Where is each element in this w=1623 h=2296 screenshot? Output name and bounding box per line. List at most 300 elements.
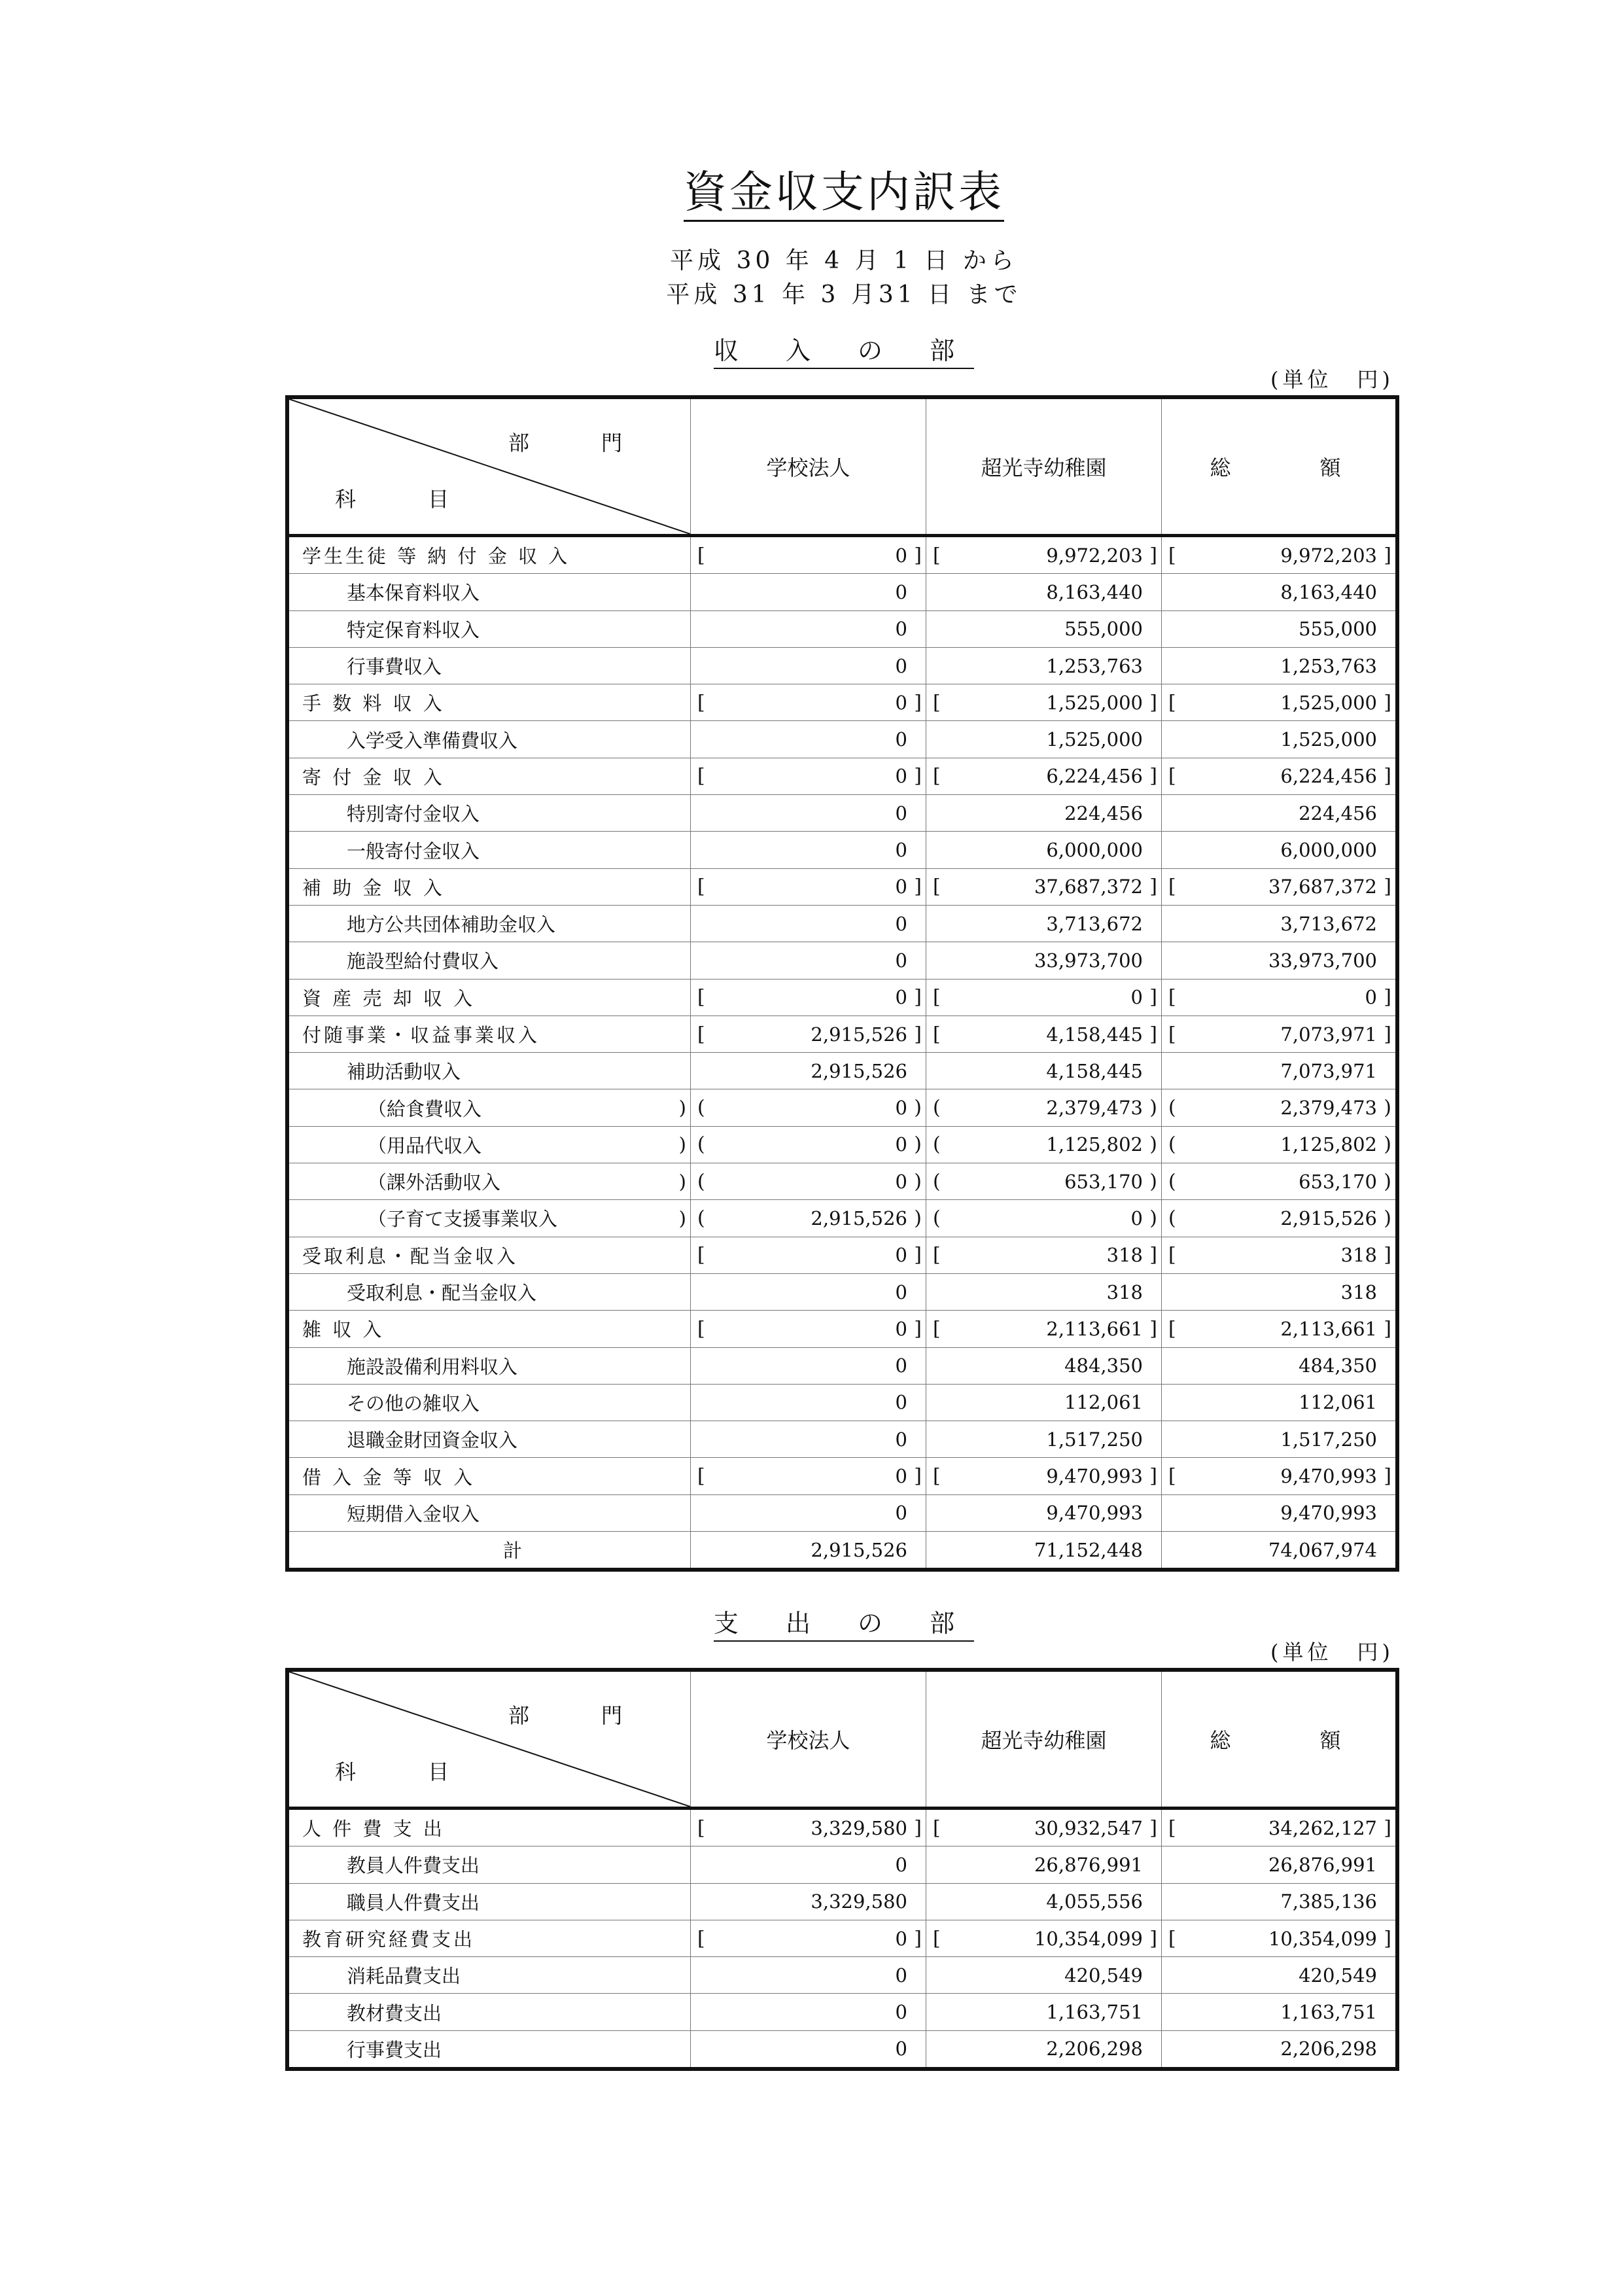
value-text: 1,517,250 xyxy=(1046,1428,1143,1451)
bracket-open: [ xyxy=(697,544,705,567)
value-text: 318 xyxy=(1340,1244,1377,1267)
bracket-close: ] xyxy=(1149,985,1157,1009)
value-text: 0 xyxy=(895,580,907,603)
bracket-open: [ xyxy=(933,764,941,788)
value-text: 10,354,099 xyxy=(1268,1927,1377,1950)
value-cell-v2 xyxy=(926,1274,1161,1310)
income-section-title: 収 入 の 部 xyxy=(0,330,1623,366)
header-col-kindergarten: 超光寺幼稚園 xyxy=(926,399,1161,534)
row-label-text: 行事費収入 xyxy=(347,656,442,679)
bracket-open: [ xyxy=(1168,875,1176,898)
value-text: 2,206,298 xyxy=(1046,2038,1143,2060)
period-to: 平成 31 年 3 月31 日 まで xyxy=(666,281,1022,308)
bracket-close: ] xyxy=(1384,1023,1391,1046)
value-cell-v2 xyxy=(926,1458,1161,1494)
table-row xyxy=(289,1385,1395,1421)
bracket-open: [ xyxy=(1168,764,1176,788)
bracket-close: ) xyxy=(914,1096,922,1120)
value-text: 3,713,672 xyxy=(1046,912,1143,935)
row-label-text: 施設型給付費収入 xyxy=(347,950,499,973)
bracket-open: [ xyxy=(697,985,705,1009)
bracket-open: ( xyxy=(933,1170,941,1193)
table-row xyxy=(289,795,1395,832)
value-cell-v1 xyxy=(690,795,926,831)
row-label xyxy=(289,1495,690,1531)
value-text: 4,158,445 xyxy=(1046,1059,1143,1082)
row-label xyxy=(289,1311,690,1347)
value-cell-v3 xyxy=(1161,1237,1395,1273)
row-label-text: 資 産 売 却 収 入 xyxy=(302,987,476,1010)
value-text: 0 xyxy=(895,1964,907,1987)
header-col-school-corp: 学校法人 xyxy=(690,1672,926,1807)
row-label xyxy=(289,721,690,757)
value-cell-v3 xyxy=(1161,1016,1395,1052)
row-label xyxy=(289,980,690,1016)
value-cell-v2 xyxy=(926,1846,1161,1882)
value-text: 0 xyxy=(895,1465,907,1488)
close-paren: ) xyxy=(678,1133,686,1156)
value-cell-v3 xyxy=(1161,574,1395,610)
bracket-open: ( xyxy=(697,1133,705,1156)
row-label-text: 教員人件費支出 xyxy=(347,1854,480,1877)
row-label xyxy=(289,1994,690,2030)
value-text: 555,000 xyxy=(1299,618,1377,641)
value-cell-v3 xyxy=(1161,1884,1395,1920)
value-cell-v2 xyxy=(926,1311,1161,1347)
value-text: 7,073,971 xyxy=(1280,1023,1377,1046)
value-text: 0 xyxy=(895,765,907,788)
row-label xyxy=(289,1458,690,1494)
bracket-open: ( xyxy=(697,1207,705,1230)
bracket-close: ] xyxy=(1384,985,1391,1009)
value-cell-v2 xyxy=(926,1810,1161,1846)
bracket-close: ] xyxy=(1384,1243,1391,1267)
row-label-text: 教育研究経費支出 xyxy=(302,1928,476,1951)
value-cell-v1 xyxy=(690,832,926,868)
value-text: 420,549 xyxy=(1299,1964,1377,1987)
bracket-close: ] xyxy=(1149,875,1157,898)
bracket-open: ( xyxy=(933,1096,941,1120)
header-col-school-corp: 学校法人 xyxy=(690,399,926,534)
bracket-open: [ xyxy=(697,1317,705,1341)
bracket-open: [ xyxy=(1168,1317,1176,1341)
value-text: 0 xyxy=(895,1502,907,1525)
value-text: 6,000,000 xyxy=(1046,839,1143,862)
expense-section-title: 支 出 の 部 xyxy=(0,1603,1623,1639)
row-label-text: 借 入 金 等 収 入 xyxy=(302,1466,476,1489)
value-cell-v1 xyxy=(690,1994,926,2030)
value-text: 0 xyxy=(1365,986,1377,1009)
value-text: 1,525,000 xyxy=(1046,728,1143,751)
value-text: 33,973,700 xyxy=(1268,949,1377,972)
bracket-close: ] xyxy=(1384,1317,1391,1341)
row-label xyxy=(289,1957,690,1993)
table-row xyxy=(289,1846,1395,1883)
row-label xyxy=(289,906,690,942)
row-label-text: 地方公共団体補助金収入 xyxy=(347,913,556,936)
value-cell-v1 xyxy=(690,758,926,794)
bracket-close: ] xyxy=(914,1243,922,1267)
value-text: 1,125,802 xyxy=(1280,1133,1377,1156)
value-cell-v3 xyxy=(1161,684,1395,720)
row-label-text: （用品代収入 xyxy=(368,1134,482,1157)
value-text: 6,224,456 xyxy=(1280,765,1377,788)
value-text: 420,549 xyxy=(1064,1964,1143,1987)
value-text: 0 xyxy=(895,1244,907,1267)
value-cell-v2 xyxy=(926,1089,1161,1125)
bracket-open: [ xyxy=(933,544,941,567)
value-text: 0 xyxy=(895,544,907,567)
value-cell-v2 xyxy=(926,1348,1161,1384)
header-col-total: 総 額 xyxy=(1161,1672,1395,1807)
row-label-text: 教材費支出 xyxy=(347,2002,442,2024)
bracket-open: [ xyxy=(1168,1464,1176,1488)
value-text: 484,350 xyxy=(1064,1354,1143,1377)
row-label xyxy=(289,537,690,573)
bracket-open: ( xyxy=(1168,1133,1176,1156)
table-row xyxy=(289,1495,1395,1532)
value-cell-v2 xyxy=(926,721,1161,757)
value-text: 112,061 xyxy=(1064,1391,1143,1414)
value-text: 71,152,448 xyxy=(1034,1538,1143,1561)
row-label xyxy=(289,1348,690,1384)
bracket-close: ) xyxy=(1149,1133,1157,1156)
bracket-close: ] xyxy=(914,985,922,1009)
table-row xyxy=(289,1053,1395,1089)
value-cell-v1 xyxy=(690,2031,926,2067)
bracket-open: [ xyxy=(933,1243,941,1267)
value-cell-v3 xyxy=(1161,1311,1395,1347)
value-cell-v3 xyxy=(1161,1127,1395,1163)
table-row xyxy=(289,611,1395,648)
value-cell-v1 xyxy=(690,1016,926,1052)
value-cell-v1 xyxy=(690,1163,926,1199)
bracket-open: [ xyxy=(933,875,941,898)
value-text: 0 xyxy=(895,912,907,935)
value-text: 0 xyxy=(895,1133,907,1156)
value-text: 0 xyxy=(895,1853,907,1876)
value-cell-v1 xyxy=(690,1385,926,1421)
value-text: 0 xyxy=(895,1170,907,1193)
value-cell-v2 xyxy=(926,832,1161,868)
value-text: 555,000 xyxy=(1064,618,1143,641)
value-text: 9,470,993 xyxy=(1280,1465,1377,1488)
value-text: 1,253,763 xyxy=(1046,654,1143,677)
header-col-total: 総 額 xyxy=(1161,399,1395,534)
bracket-close: ] xyxy=(1384,544,1391,567)
value-text: 3,329,580 xyxy=(811,1890,907,1913)
row-label-text: 一般寄付金収入 xyxy=(347,839,480,862)
bracket-close: ] xyxy=(914,1464,922,1488)
header-dept-label: 部 門 xyxy=(508,431,655,455)
value-text: 0 xyxy=(895,839,907,862)
value-cell-v3 xyxy=(1161,758,1395,794)
value-text: 0 xyxy=(895,1097,907,1120)
value-cell-v3 xyxy=(1161,2031,1395,2067)
row-label-text: 職員人件費支出 xyxy=(347,1891,480,1914)
table-row xyxy=(289,1884,1395,1920)
row-label-text: 補助活動収入 xyxy=(347,1061,461,1084)
table-row xyxy=(289,1016,1395,1053)
value-cell-v1 xyxy=(690,1532,926,1568)
bracket-close: ] xyxy=(914,544,922,567)
row-label xyxy=(289,795,690,831)
row-label xyxy=(289,832,690,868)
value-cell-v3 xyxy=(1161,1920,1395,1956)
value-cell-v2 xyxy=(926,574,1161,610)
bracket-open: [ xyxy=(933,1023,941,1046)
header-corner-cell xyxy=(289,399,690,534)
row-label-text: 消耗品費支出 xyxy=(347,1965,461,1988)
bracket-close: ] xyxy=(1149,1816,1157,1840)
bracket-open: [ xyxy=(697,1927,705,1951)
value-text: 0 xyxy=(895,949,907,972)
table-row xyxy=(289,906,1395,942)
row-label xyxy=(289,1127,690,1163)
row-label xyxy=(289,942,690,978)
value-cell-v1 xyxy=(690,1421,926,1457)
bracket-close: ] xyxy=(1384,1927,1391,1951)
bracket-open: [ xyxy=(1168,544,1176,567)
bracket-open: [ xyxy=(933,1816,941,1840)
row-label-text: 寄 付 金 収 入 xyxy=(302,766,445,788)
value-cell-v1 xyxy=(690,1810,926,1846)
bracket-open: ( xyxy=(1168,1096,1176,1120)
table-row xyxy=(289,1089,1395,1126)
value-text: 1,517,250 xyxy=(1280,1428,1377,1451)
row-label-text: 入学受入準備費収入 xyxy=(347,729,518,752)
row-label xyxy=(289,1200,690,1236)
value-text: 26,876,991 xyxy=(1034,1853,1143,1876)
bracket-close: ) xyxy=(914,1170,922,1193)
row-label-text: 受取利息・配当金収入 xyxy=(302,1245,519,1267)
table-row xyxy=(289,1200,1395,1237)
expense-table-body xyxy=(289,1810,1395,2067)
value-cell-v2 xyxy=(926,1994,1161,2030)
value-cell-v1 xyxy=(690,1200,926,1236)
table-row xyxy=(289,758,1395,795)
value-cell-v3 xyxy=(1161,1994,1395,2030)
value-text: 0 xyxy=(895,1391,907,1414)
value-cell-v2 xyxy=(926,648,1161,684)
value-cell-v2 xyxy=(926,537,1161,573)
value-cell-v3 xyxy=(1161,1495,1395,1531)
table-row xyxy=(289,1458,1395,1494)
bracket-open: [ xyxy=(1168,1816,1176,1840)
value-text: 1,163,751 xyxy=(1046,2001,1143,2024)
value-text: 0 xyxy=(895,691,907,714)
value-cell-v1 xyxy=(690,1348,926,1384)
bracket-open: [ xyxy=(1168,1243,1176,1267)
value-text: 9,972,203 xyxy=(1280,544,1377,567)
row-label-text: 計 xyxy=(502,1540,522,1563)
row-label xyxy=(289,1421,690,1457)
row-label-text: 退職金財団資金収入 xyxy=(347,1429,518,1452)
row-label xyxy=(289,2031,690,2067)
row-label-text: その他の雑収入 xyxy=(347,1392,480,1415)
value-text: 37,687,372 xyxy=(1034,875,1143,898)
table-row xyxy=(289,721,1395,758)
value-text: 2,915,526 xyxy=(1280,1207,1377,1229)
document-title: 資金収支内訳表 xyxy=(0,157,1623,219)
table-row xyxy=(289,1237,1395,1274)
bracket-open: [ xyxy=(1168,985,1176,1009)
value-cell-v3 xyxy=(1161,611,1395,647)
bracket-open: [ xyxy=(1168,691,1176,715)
expense-table xyxy=(285,1668,1399,2071)
value-cell-v1 xyxy=(690,1846,926,1882)
value-text: 37,687,372 xyxy=(1268,875,1377,898)
value-cell-v3 xyxy=(1161,721,1395,757)
expense-table-header xyxy=(289,1672,1395,1810)
bracket-open: ( xyxy=(1168,1170,1176,1193)
value-cell-v3 xyxy=(1161,869,1395,905)
table-row xyxy=(289,684,1395,721)
bracket-open: ( xyxy=(933,1133,941,1156)
value-cell-v3 xyxy=(1161,795,1395,831)
value-cell-v3 xyxy=(1161,942,1395,978)
income-table-body xyxy=(289,537,1395,1568)
value-text: 0 xyxy=(895,1428,907,1451)
value-text: 6,224,456 xyxy=(1046,765,1143,788)
header-col-kindergarten: 超光寺幼稚園 xyxy=(926,1672,1161,1807)
value-cell-v3 xyxy=(1161,832,1395,868)
value-text: 7,073,971 xyxy=(1280,1059,1377,1082)
value-text: 2,113,661 xyxy=(1280,1317,1377,1340)
value-text: 2,915,526 xyxy=(811,1059,907,1082)
value-text: 10,354,099 xyxy=(1034,1927,1143,1950)
bracket-close: ] xyxy=(1149,764,1157,788)
row-label xyxy=(289,648,690,684)
value-text: 26,876,991 xyxy=(1268,1853,1377,1876)
bracket-open: ( xyxy=(1168,1207,1176,1230)
value-text: 0 xyxy=(895,654,907,677)
value-text: 318 xyxy=(1106,1244,1143,1267)
value-text: 0 xyxy=(895,2038,907,2060)
row-label-text: 補 助 金 収 入 xyxy=(302,876,445,899)
bracket-close: ] xyxy=(1149,1927,1157,1951)
period-from: 平成 30 年 4 月 1 日 から xyxy=(670,247,1018,274)
value-text: 2,113,661 xyxy=(1046,1317,1143,1340)
value-text: 2,379,473 xyxy=(1046,1097,1143,1120)
value-text: 0 xyxy=(895,802,907,824)
value-cell-v1 xyxy=(690,721,926,757)
value-cell-v2 xyxy=(926,2031,1161,2067)
value-cell-v3 xyxy=(1161,980,1395,1016)
bracket-close: ] xyxy=(914,1023,922,1046)
value-text: 0 xyxy=(895,618,907,641)
value-cell-v1 xyxy=(690,1957,926,1993)
row-label xyxy=(289,1532,690,1568)
value-cell-v1 xyxy=(690,574,926,610)
value-cell-v2 xyxy=(926,1957,1161,1993)
table-row xyxy=(289,832,1395,868)
bracket-open: ( xyxy=(697,1096,705,1120)
table-row xyxy=(289,1421,1395,1458)
row-label xyxy=(289,1237,690,1273)
value-cell-v3 xyxy=(1161,906,1395,942)
row-label xyxy=(289,1053,690,1089)
table-row xyxy=(289,1274,1395,1311)
header-subject-label: 科 目 xyxy=(335,487,482,512)
bracket-open: [ xyxy=(697,1243,705,1267)
value-text: 4,158,445 xyxy=(1046,1023,1143,1046)
value-cell-v1 xyxy=(690,1274,926,1310)
value-cell-v2 xyxy=(926,1421,1161,1457)
row-label xyxy=(289,1884,690,1920)
bracket-close: ] xyxy=(914,691,922,715)
bracket-close: ] xyxy=(1384,1816,1391,1840)
table-row xyxy=(289,1810,1395,1846)
value-text: 3,329,580 xyxy=(811,1816,907,1839)
value-text: 1,525,000 xyxy=(1280,691,1377,714)
value-text: 0 xyxy=(895,1317,907,1340)
table-row xyxy=(289,648,1395,684)
value-cell-v1 xyxy=(690,942,926,978)
table-row xyxy=(289,1311,1395,1347)
value-text: 3,713,672 xyxy=(1280,912,1377,935)
value-cell-v1 xyxy=(690,537,926,573)
value-cell-v3 xyxy=(1161,1274,1395,1310)
value-text: 0 xyxy=(895,728,907,751)
row-label xyxy=(289,1385,690,1421)
value-cell-v2 xyxy=(926,1127,1161,1163)
value-text: 0 xyxy=(895,875,907,898)
value-cell-v1 xyxy=(690,1089,926,1125)
value-text: 224,456 xyxy=(1299,802,1377,824)
table-row xyxy=(289,574,1395,610)
value-text: 2,379,473 xyxy=(1280,1097,1377,1120)
bracket-open: [ xyxy=(933,1317,941,1341)
value-cell-v2 xyxy=(926,1016,1161,1052)
value-cell-v3 xyxy=(1161,648,1395,684)
value-text: 1,125,802 xyxy=(1046,1133,1143,1156)
value-cell-v1 xyxy=(690,906,926,942)
value-cell-v2 xyxy=(926,906,1161,942)
value-cell-v3 xyxy=(1161,537,1395,573)
bracket-open: [ xyxy=(933,985,941,1009)
value-text: 0 xyxy=(895,2001,907,2024)
row-label xyxy=(289,1016,690,1052)
value-cell-v3 xyxy=(1161,1458,1395,1494)
value-cell-v2 xyxy=(926,869,1161,905)
bracket-close: ) xyxy=(914,1207,922,1230)
bracket-open: [ xyxy=(697,1464,705,1488)
value-cell-v1 xyxy=(690,648,926,684)
value-cell-v1 xyxy=(690,1495,926,1531)
row-label xyxy=(289,1163,690,1199)
row-label xyxy=(289,684,690,720)
value-text: 2,206,298 xyxy=(1280,2038,1377,2060)
bracket-open: [ xyxy=(697,1816,705,1840)
bracket-close: ) xyxy=(914,1133,922,1156)
bracket-close: ) xyxy=(1384,1207,1391,1230)
value-cell-v1 xyxy=(690,684,926,720)
row-label xyxy=(289,611,690,647)
value-cell-v2 xyxy=(926,1163,1161,1199)
bracket-close: ) xyxy=(1384,1170,1391,1193)
table-row xyxy=(289,537,1395,574)
value-cell-v3 xyxy=(1161,1846,1395,1882)
value-cell-v3 xyxy=(1161,1810,1395,1846)
bracket-close: ] xyxy=(1384,1464,1391,1488)
bracket-close: ] xyxy=(1149,544,1157,567)
value-cell-v2 xyxy=(926,795,1161,831)
value-text: 0 xyxy=(895,986,907,1009)
value-cell-v1 xyxy=(690,1920,926,1956)
value-text: 8,163,440 xyxy=(1046,580,1143,603)
header-diagonal-line xyxy=(289,1672,690,1807)
